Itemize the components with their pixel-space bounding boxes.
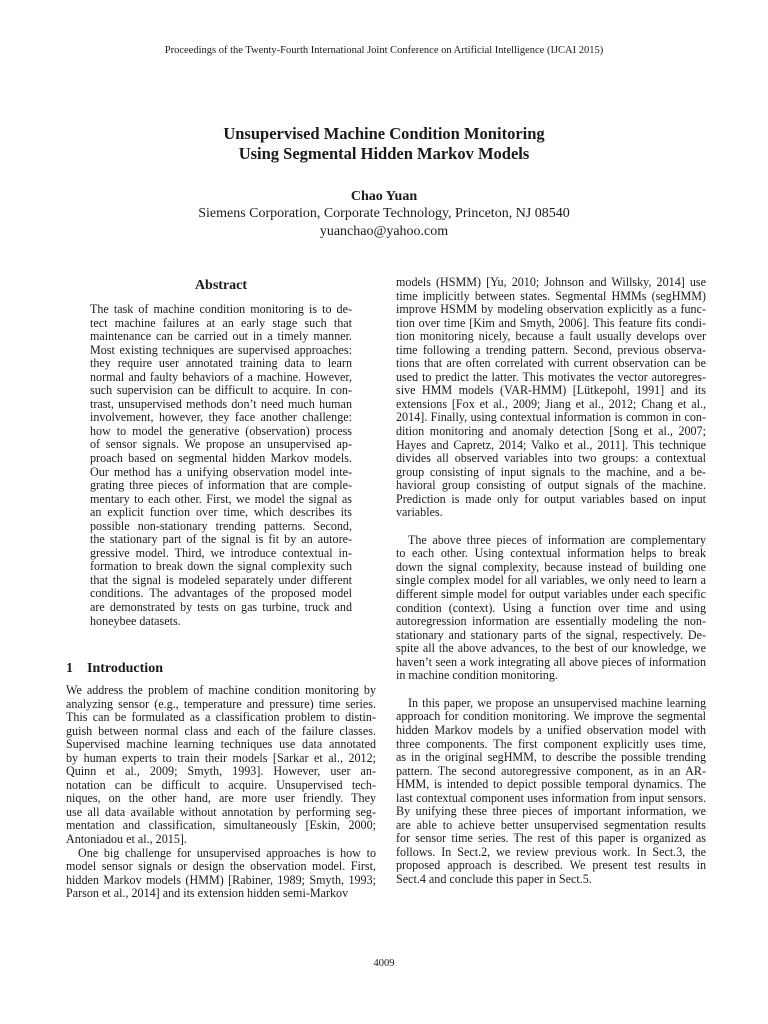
text-line: By unifying these three pieces of important information, we [396,805,706,819]
text-line: hidden Markov models (HMM) [Rabiner, 1989; Smyth, 1993; [66,873,376,887]
text-line: stationary and stationary parts of the signal, respectively. De- [396,628,706,642]
abstract-heading: Abstract [194,278,248,293]
text-line: normal and faulty behaviors of a machine. However, [90,370,352,384]
text-line: time following a trending pattern. Second, previous observa- [396,343,706,357]
text-line: tion monitoring nicely, because a fault usually develops over [396,330,706,344]
text-line: maintenance can be carried out in a timely manner. [90,330,352,344]
text-line: trast, unsupervised methods don’t need much human [90,397,352,411]
text-line: tion over time [Kim and Smyth, 2006]. This feature fits condi- [396,316,706,330]
text-line: used to predict the latter. This motivates the vector autoregres- [396,370,706,384]
text-line: analyzing sensor (e.g., temperature and pressure) time series. [66,697,376,711]
text-line: in machine condition monitoring. [396,669,558,683]
text-line: for sensor time series. The rest of this paper is organized as [396,832,706,846]
text-line: variables. [396,506,443,520]
text-line: honeybee datasets. [90,614,181,628]
text-line: last contextual component uses information from input sensors. [396,791,706,805]
text-line: approach for condition monitoring. We improve the segmental [396,710,706,724]
text-line: models (HSMM) [Yu, 2010; Johnson and Willsky, 2014] use [396,276,706,289]
page-number: 4009 [373,958,395,969]
author-email: yuanchao@yahoo.com [319,224,449,239]
text-line: Parson et al., 2014] and its extension hidden semi-Markov [66,887,349,901]
text-line: different simple model for output variables under each specific [396,588,706,602]
text-line: such supervision can be difficult to acquire. In con- [90,384,352,398]
intro-paragraph [396,697,706,887]
text-line: an explicit function over time, which describes its [90,506,352,520]
text-line: involvement, however, they face another challenge: [90,411,352,425]
section-number: 1 [66,661,73,676]
text-line: Supervised machine learning techniques use data annotated [66,738,376,752]
text-line: One big challenge for unsupervised approaches is how to [78,846,376,860]
text-line: Hayes and Capretz, 2014; Valko et al., 2011]. This technique [396,438,706,452]
paper-title-line: Unsupervised Machine Condition Monitoring [223,124,545,143]
text-line: Our method has a unifying observation model inte- [90,465,352,479]
intro-paragraph [66,684,376,847]
abstract-body [90,303,352,628]
text-line: autoregression information are essentially modeling the non- [396,615,706,629]
text-line: as in the original segHMM, to describe the possible trending [396,751,706,765]
text-line: follows. In Sect.2, we review previous work. In Sect.3, the [396,845,706,859]
text-line: dition monitoring and anomaly detection [Song et al., 2007; [396,425,706,439]
text-line: are able to achieve better unsupervised segmentation results [396,818,706,832]
text-line: of sensor signals. We propose an unsupervised ap- [90,438,352,452]
text-line: divides all observed variables into two groups: a contextual [396,452,706,466]
text-line: haven’t seen a work integrating all above pieces of information [396,655,706,669]
text-line: In this paper, we propose an unsupervised machine learning [408,696,706,710]
section-title: Introduction [87,661,163,676]
text-line: group consisting of input signals to the machine, and a be- [396,465,706,479]
text-line: proach based on segmental hidden Markov models. [90,452,352,466]
intro-paragraph [396,276,706,520]
text-line: mentary to each other. First, we model the signal as [90,492,352,506]
text-line: condition (context). Using a function over time and using [396,601,706,615]
text-line: tect machine failures at an early stage such that [90,316,352,330]
text-line: are demonstrated by tests on gas turbine, truck and [90,601,352,615]
paper-title [0,124,768,164]
text-line: Sect.4 and conclude this paper in Sect.5. [396,872,592,886]
text-line: mentation and classification, simultaneously [Eskin, 2000; [66,819,376,833]
text-line: guish between normal class and each of the failure classes. [66,724,376,738]
text-line: spite all the above advances, to the best of our knowledge, we [396,642,706,656]
author-affiliation: Siemens Corporation, Corporate Technology, Princeton, NJ 08540 [198,206,570,221]
intro-paragraph [396,534,706,683]
text-line: HMM, is intended to depict possible temporal dynamics. The [396,778,706,792]
right-column-text [396,276,706,887]
text-line: We address the problem of machine condition monitoring by [66,684,376,697]
text-line: possible non-stationary trending patterns. Second, [90,519,352,533]
proceedings-header: Proceedings of the Twenty-Fourth International Joint Conference on Artificial Intelligence (IJCAI 2015) [164,45,604,56]
text-line: pattern. The second autoregressive component, as in an AR- [396,764,706,778]
text-line: they require user annotated training data to learn [90,357,352,371]
text-line: use all data available without annotation by performing seg- [66,805,376,819]
text-line: proposed approach is described. We present test results in [396,859,706,873]
text-line: gressive model. Third, we introduce contextual in- [90,546,352,560]
text-line: The above three pieces of information are complementary [408,533,706,547]
text-line: This can be formulated as a classification problem to distin- [66,711,376,725]
text-line: how to model the generative (observation) process [90,424,352,438]
left-column-text [66,684,376,901]
text-line: single complex model for all variables, we only need to learn a [396,574,706,588]
intro-paragraph [66,847,376,901]
text-line: hidden Markov models by a unified observation model with [396,723,706,737]
text-line: that the signal is modeled separately under different [90,573,352,587]
text-line: conditions. The advantages of the proposed model [90,587,352,601]
text-line: sive HMM models (VAR-HMM) [Lütkepohl, 1991] and its [396,384,706,398]
text-line: notation can be difficult to acquire. Unsupervised tech- [66,778,376,792]
text-line: tions that are often correlated with current observation can be [396,357,706,371]
text-line: The task of machine condition monitoring is to de- [90,303,352,316]
section-heading-introduction [66,661,163,677]
text-line: 2014]. Finally, using contextual information is common in con- [396,411,706,425]
text-line: Quinn et al., 2009; Smyth, 1993]. However, user an- [66,765,376,779]
text-line: havioral group consisting of output signals of the machine. [396,479,706,493]
text-line: formation to break down the signal complexity such [90,560,352,574]
text-line: improve HSMM by modeling observation explicitly as a func- [396,303,706,317]
text-line: time implicitly between states. Segmental HMMs (segHMM) [396,289,706,303]
text-line: Most existing techniques are supervised approaches: [90,343,352,357]
text-line: Prediction is made only for output variables based on input [396,492,706,506]
text-line: the stationary part of the signal is fit by an autore- [90,533,352,547]
text-line: down the signal complexity, because instead of building one [396,560,706,574]
text-line: niques, on the other hand, are more user friendly. They [66,792,376,806]
text-line: model sensor signals or design the observation model. First, [66,860,376,874]
text-line: extensions [Fox et al., 2009; Jiang et al., 2012; Chang et al., [396,397,706,411]
author-name: Chao Yuan [350,189,418,204]
paper-title-line: Using Segmental Hidden Markov Models [238,144,530,163]
text-line: grating three pieces of information that are comple- [90,479,352,493]
text-line: to each other. Using contextual information helps to break [396,547,706,561]
text-line: Antoniadou et al., 2015]. [66,833,187,847]
text-line: three components. The first component explicitly uses time, [396,737,706,751]
text-line: by human experts to train their models [Sarkar et al., 2012; [66,751,376,765]
